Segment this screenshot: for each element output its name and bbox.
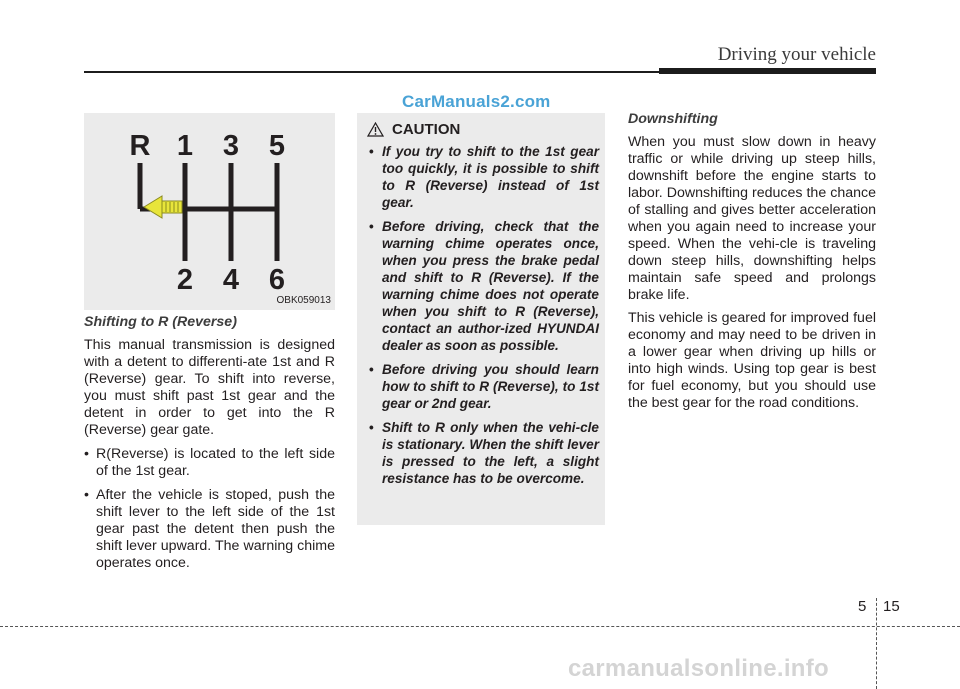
gear-label-6: 6 bbox=[268, 264, 286, 296]
list-item: • Before driving, check that the warning chime operates once, when you press the brake pedal and shift to R (Reverse). If the warning chime does not operate when you shift to R (Reverse), contact an author-ized HYUNDAI dealer as soon as possible. bbox=[369, 218, 599, 354]
reverse-paragraph: This manual transmission is designed with a detent to differenti-ate 1st and R (Reverse) gear. To shift into reverse, you must shift past 1st gear and the detent in order to get into the R (Reverse) gear gate. bbox=[84, 337, 335, 438]
section-heading-downshifting: Downshifting bbox=[628, 111, 718, 127]
gear-label-4: 4 bbox=[222, 264, 240, 296]
header-rule-accent bbox=[659, 68, 876, 74]
gear-label-r: R bbox=[129, 130, 151, 162]
warning-triangle-icon bbox=[367, 122, 384, 137]
caution-header bbox=[367, 121, 460, 138]
right-column bbox=[628, 111, 876, 412]
list-item: • If you try to shift to the 1st gear too quickly, it is possible to shift to R (Reverse) instead of 1st gear. bbox=[369, 143, 599, 211]
downshifting-paragraph-2: This vehicle is geared for improved fuel economy and may need to be driven in a lower gear when driving up hills or into high winds. Using top gear is best for fuel economy, but you should use the best gear for the road conditions. bbox=[628, 310, 876, 411]
section-heading-reverse: Shifting to R (Reverse) bbox=[84, 314, 237, 330]
caution-list bbox=[369, 143, 599, 494]
caution-box bbox=[357, 113, 605, 525]
list-item: • R(Reverse) is located to the left side of the 1st gear. bbox=[84, 446, 335, 480]
footer-rule bbox=[0, 626, 960, 627]
gear-label-1: 1 bbox=[176, 130, 194, 162]
reverse-bullets bbox=[84, 446, 335, 572]
list-item: • Before driving you should learn how to shift to R (Reverse), to 1st gear or 2nd gear. bbox=[369, 361, 599, 412]
downshifting-paragraph-1: When you must slow down in heavy traffic or while driving up steep hills, downshift before the engine starts to labor. Downshifting reduces the chance of stalling and gives better acceleration when you again need to increase your speed. When the vehi-cle is traveling down steep hills, downshifting helps maintain safe speed and prolongs brake life. bbox=[628, 134, 876, 303]
chapter-number: 5 bbox=[858, 598, 867, 615]
figure-code: OBK059013 bbox=[276, 295, 331, 306]
gear-label-3: 3 bbox=[222, 130, 240, 162]
gear-label-2: 2 bbox=[176, 264, 194, 296]
left-column bbox=[84, 314, 335, 579]
list-item: • After the vehicle is stoped, push the shift lever to the left side of the 1st gear past the detent then push the shift lever upward. The warning chime operates once. bbox=[84, 487, 335, 572]
header-rule bbox=[84, 71, 659, 73]
shift-pattern-diagram bbox=[84, 113, 335, 310]
page-number: 15 bbox=[883, 598, 900, 615]
list-item: • Shift to R only when the vehi-cle is stationary. When the shift lever is pressed to the left, a slight resistance has to be overcome. bbox=[369, 419, 599, 487]
caution-title: CAUTION bbox=[392, 121, 461, 138]
watermark-bottom: carmanualsonline.info bbox=[568, 655, 830, 682]
left-shift-arrow-icon bbox=[144, 196, 182, 218]
watermark-top: CarManuals2.com bbox=[402, 92, 551, 111]
shift-pattern-figure bbox=[84, 113, 335, 310]
header-title: Driving your vehicle bbox=[717, 44, 876, 65]
page-number-separator bbox=[876, 598, 877, 689]
gear-label-5: 5 bbox=[268, 130, 286, 162]
